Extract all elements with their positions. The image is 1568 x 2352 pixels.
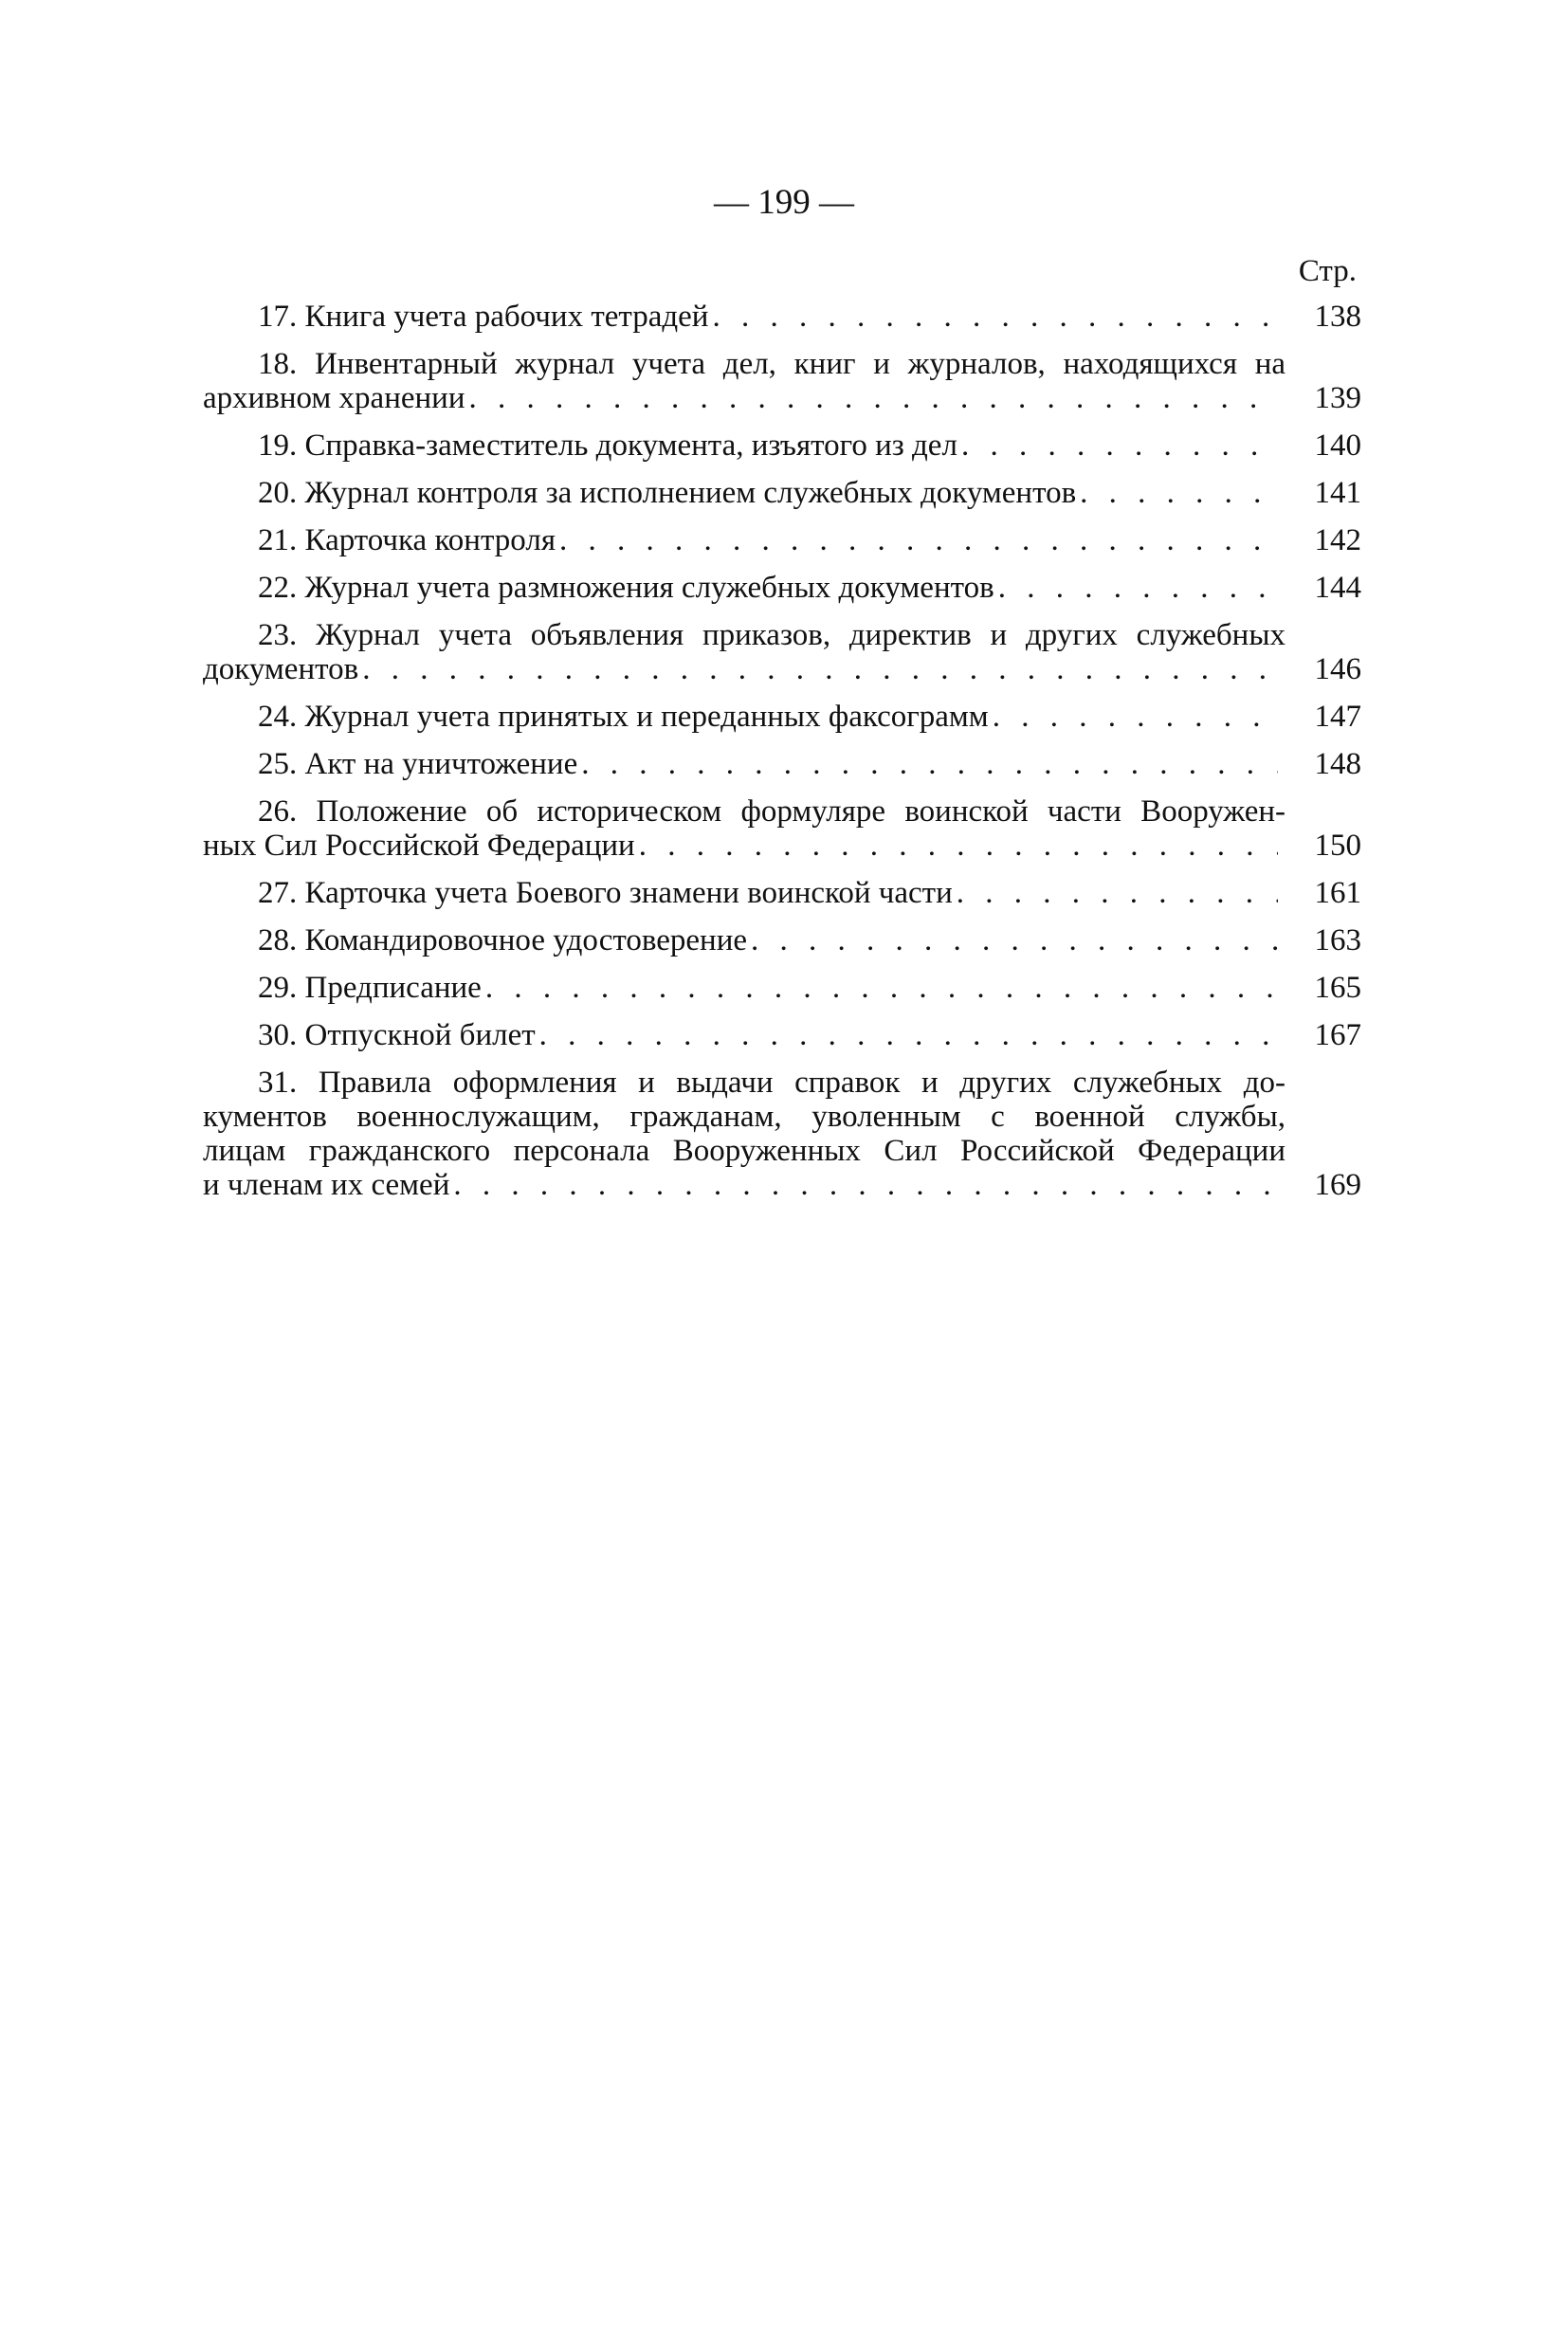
dot-leader <box>453 1168 1278 1202</box>
toc-entry-line: 29. Предписание <box>258 971 482 1005</box>
toc-page-number: 142 <box>1314 523 1361 557</box>
toc-entry <box>203 571 1361 605</box>
toc-entry-line: 22. Журнал учета размножения служебных документов <box>258 571 994 605</box>
toc-entry-last-line <box>203 747 1285 781</box>
toc-entry <box>203 347 1361 415</box>
toc-entry-title <box>203 300 1285 334</box>
dot-leader <box>362 652 1278 686</box>
toc-entry <box>203 523 1361 557</box>
toc-entry-title <box>203 700 1285 734</box>
toc-entry-last-line <box>203 700 1285 734</box>
toc-entry <box>203 300 1361 334</box>
toc-page-number: 144 <box>1314 571 1361 605</box>
toc-entry-title <box>203 618 1285 686</box>
toc-entry-last-line <box>203 1168 1285 1202</box>
toc-entry <box>203 971 1361 1005</box>
toc-page-number: 146 <box>1314 652 1361 686</box>
toc-entry-line: лицам гражданского персонала Вооруженных Сил Российской Федерации <box>203 1134 1285 1168</box>
page-column-header: Стр. <box>1298 254 1357 288</box>
toc-entry <box>203 923 1361 957</box>
toc-entry-last-line <box>203 876 1285 910</box>
toc-entry-title <box>203 428 1285 463</box>
toc-page-number: 150 <box>1314 829 1361 863</box>
toc-entry-last-line <box>203 381 1285 415</box>
toc-entry-line: 21. Карточка контроля <box>258 523 556 557</box>
toc-entry-last-line <box>203 428 1285 463</box>
toc-entry-line: документов <box>203 652 359 686</box>
toc-entry-line: 23. Журнал учета объявления приказов, директив и других служебных <box>258 618 1285 652</box>
toc-entry-last-line <box>203 571 1285 605</box>
dot-leader <box>957 876 1278 910</box>
toc-entry-title <box>203 971 1285 1005</box>
toc-entry-line: архивном хранении <box>203 381 465 415</box>
dot-leader <box>559 523 1278 557</box>
toc-page-number: 148 <box>1314 747 1361 781</box>
toc-entry <box>203 1018 1361 1052</box>
toc-entry-last-line <box>203 523 1285 557</box>
toc-entry-line: ных Сил Российской Федерации <box>203 829 635 863</box>
toc-page-number: 163 <box>1314 923 1361 957</box>
toc-entry <box>203 476 1361 510</box>
toc-entry-title <box>203 794 1285 863</box>
toc-entry-line: 19. Справка-заместитель документа, изъятого из дел <box>258 428 957 463</box>
toc-entry-last-line <box>203 476 1285 510</box>
dot-leader <box>998 571 1278 605</box>
toc-entry-line: 20. Журнал контроля за исполнением служебных документов <box>258 476 1077 510</box>
toc-entry-line: и членам их семей <box>203 1168 450 1202</box>
toc-entry-title <box>203 923 1285 957</box>
toc-page-number: 141 <box>1314 476 1361 510</box>
toc-entry-last-line <box>203 971 1285 1005</box>
toc-entry-line: 17. Книга учета рабочих тетрадей <box>258 300 709 334</box>
toc-entry-last-line <box>203 923 1285 957</box>
toc-page-number: 147 <box>1314 700 1361 734</box>
toc-page-number: 140 <box>1314 428 1361 463</box>
toc-entry-line: 26. Положение об историческом формуляре воинской части Вооружен- <box>258 794 1285 829</box>
toc-page-number: 138 <box>1314 300 1361 334</box>
toc-page-number: 139 <box>1314 381 1361 415</box>
toc-entry-line: 31. Правила оформления и выдачи справок и других служебных до- <box>258 1066 1285 1100</box>
dot-leader <box>581 747 1278 781</box>
toc-entry-last-line <box>203 300 1285 334</box>
toc-entry-line: 30. Отпускной билет <box>258 1018 536 1052</box>
table-of-contents <box>203 300 1361 1215</box>
toc-page-number: 169 <box>1314 1168 1361 1202</box>
dot-leader <box>639 829 1278 863</box>
toc-entry-line: 18. Инвентарный журнал учета дел, книг и журналов, находящихся на <box>258 347 1285 381</box>
toc-page-number: 165 <box>1314 971 1361 1005</box>
toc-entry <box>203 876 1361 910</box>
toc-entry-title <box>203 1018 1285 1052</box>
toc-entry <box>203 700 1361 734</box>
dot-leader <box>485 971 1278 1005</box>
toc-entry-title <box>203 571 1285 605</box>
toc-entry <box>203 428 1361 463</box>
toc-page-number: 167 <box>1314 1018 1361 1052</box>
toc-entry <box>203 794 1361 863</box>
toc-entry-last-line <box>203 829 1285 863</box>
toc-page-number: 161 <box>1314 876 1361 910</box>
toc-entry-line: 27. Карточка учета Боевого знамени воинской части <box>258 876 953 910</box>
dot-leader <box>539 1018 1278 1052</box>
dot-leader <box>961 428 1278 463</box>
toc-entry-line: 28. Командировочное удостоверение <box>258 923 748 957</box>
toc-entry-title <box>203 747 1285 781</box>
toc-entry <box>203 747 1361 781</box>
dot-leader <box>1080 476 1278 510</box>
page-number: — 199 — <box>714 183 854 222</box>
dot-leader <box>469 381 1279 415</box>
toc-entry-line: 24. Журнал учета принятых и переданных факсограмм <box>258 700 989 734</box>
toc-entry-last-line <box>203 652 1285 686</box>
toc-entry-line: 25. Акт на уничтожение <box>258 747 578 781</box>
toc-entry-title <box>203 523 1285 557</box>
toc-entry-last-line <box>203 1018 1285 1052</box>
toc-entry-title <box>203 876 1285 910</box>
toc-entry-title <box>203 476 1285 510</box>
toc-entry-line: кументов военнослужащим, гражданам, уволенным с военной службы, <box>203 1100 1285 1134</box>
toc-entry <box>203 1066 1361 1202</box>
toc-entry-title <box>203 1066 1285 1202</box>
dot-leader <box>993 700 1278 734</box>
toc-entry <box>203 618 1361 686</box>
dot-leader <box>712 300 1278 334</box>
dot-leader <box>751 923 1278 957</box>
toc-entry-title <box>203 347 1285 415</box>
